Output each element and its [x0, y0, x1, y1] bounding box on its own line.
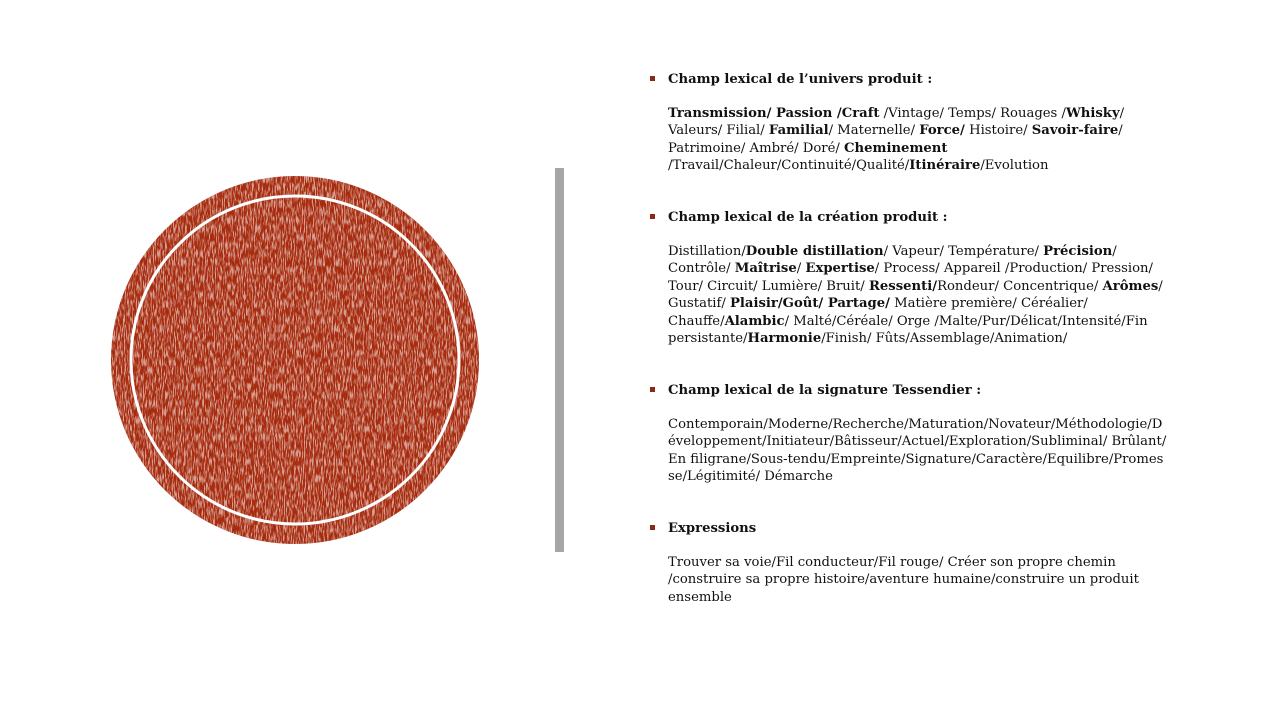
- text-run: Rondeur/ Concentrique/: [937, 278, 1103, 294]
- bold-keyword: Whisky: [1065, 106, 1120, 121]
- bold-keyword: Savoir-faire: [1031, 123, 1119, 139]
- bold-keyword: Alambic: [724, 313, 785, 329]
- bold-keyword: Transmission/ Passion /Craft: [668, 106, 880, 121]
- bold-keyword: Arômes: [1102, 278, 1159, 294]
- section-expressions: [650, 520, 1170, 606]
- text-run: Contemporain/Moderne/Recherche/Maturation/Novateur/Méthodologie/Développement/Initiateur/Bâtisseur/Actuel/Exploration/Subliminal/ Brûlant/En filigrane/Sous-tendu/Empreinte/Signature/Caractère/Equilibre/Promesse/Légitimité/ Démarche: [668, 417, 1167, 485]
- square-bullet-icon: [650, 387, 655, 392]
- text-run: /Evolution: [980, 158, 1049, 174]
- square-bullet-icon: [650, 214, 655, 219]
- bold-keyword: Familial: [768, 123, 829, 139]
- section-heading: Champ lexical de l’univers produit :: [668, 72, 933, 87]
- text-run: Matière première/ Céréalier/ Chauffe/: [668, 296, 1088, 329]
- text-run: / Contrôle/: [668, 244, 1117, 277]
- section-body: [668, 554, 1170, 606]
- text-run: /Finish/ Fûts/Assemblage/Animation/: [821, 331, 1068, 347]
- section-heading: Expressions: [668, 521, 757, 536]
- vertical-divider: [555, 168, 564, 552]
- square-bullet-icon: [650, 525, 655, 530]
- section-body: [668, 243, 1170, 347]
- bold-keyword: Harmonie: [747, 331, 822, 347]
- section-heading: Champ lexical de la création produit :: [668, 210, 948, 225]
- section-univers-produit: [650, 71, 1170, 175]
- bold-keyword: Ressenti/: [868, 278, 938, 294]
- bold-keyword: Plaisir/Goût/ Partage/: [730, 296, 890, 312]
- text-run: / Gustatif/: [668, 278, 1163, 312]
- red-circle-graphic: [100, 170, 490, 550]
- text-run: Distillation/: [668, 244, 746, 259]
- square-bullet-icon: [650, 76, 655, 81]
- bold-keyword: Expertise: [805, 261, 875, 277]
- section-signature-tessendier: [650, 382, 1170, 486]
- text-run: Histoire/: [964, 123, 1032, 139]
- text-run: /Vintage/ Temps/ Rouages /: [879, 106, 1066, 121]
- text-run: / Patrimoine/ Ambré/ Doré/: [668, 123, 1123, 156]
- text-run: / Valeurs/ Filial/: [668, 106, 1125, 139]
- section-creation-produit: [650, 209, 1170, 347]
- bold-keyword: Force/: [919, 123, 965, 139]
- bold-keyword: Cheminement: [844, 140, 948, 156]
- bold-keyword: Itinéraire: [909, 158, 981, 174]
- bold-keyword: Maîtrise: [734, 261, 797, 277]
- bold-keyword: Double distillation: [745, 244, 884, 259]
- text-run: / Maternelle/: [828, 123, 920, 139]
- section-body: [668, 105, 1170, 175]
- section-heading: Champ lexical de la signature Tessendier :: [668, 383, 982, 398]
- text-run: /: [796, 261, 806, 277]
- text-run: /Travail/Chaleur/Continuité/Qualité/: [668, 158, 910, 174]
- text-run: / Vapeur/ Température/: [883, 244, 1044, 259]
- bold-keyword: Précision: [1043, 244, 1113, 259]
- section-body: [668, 416, 1170, 486]
- text-run: / Process/ Appareil /Production/ Pression/ Tour/ Circuit/ Lumière/ Bruit/: [668, 261, 1153, 294]
- text-run: Trouver sa voie/Fil conducteur/Fil rouge/ Créer son propre chemin /construire sa propre histoire/aventure humaine/construire un produit ensemble: [668, 555, 1139, 605]
- text-run: / Malté/Céréale/ Orge /Malte/Pur/Délicat/Intensité/Fin persistante/: [668, 313, 1148, 347]
